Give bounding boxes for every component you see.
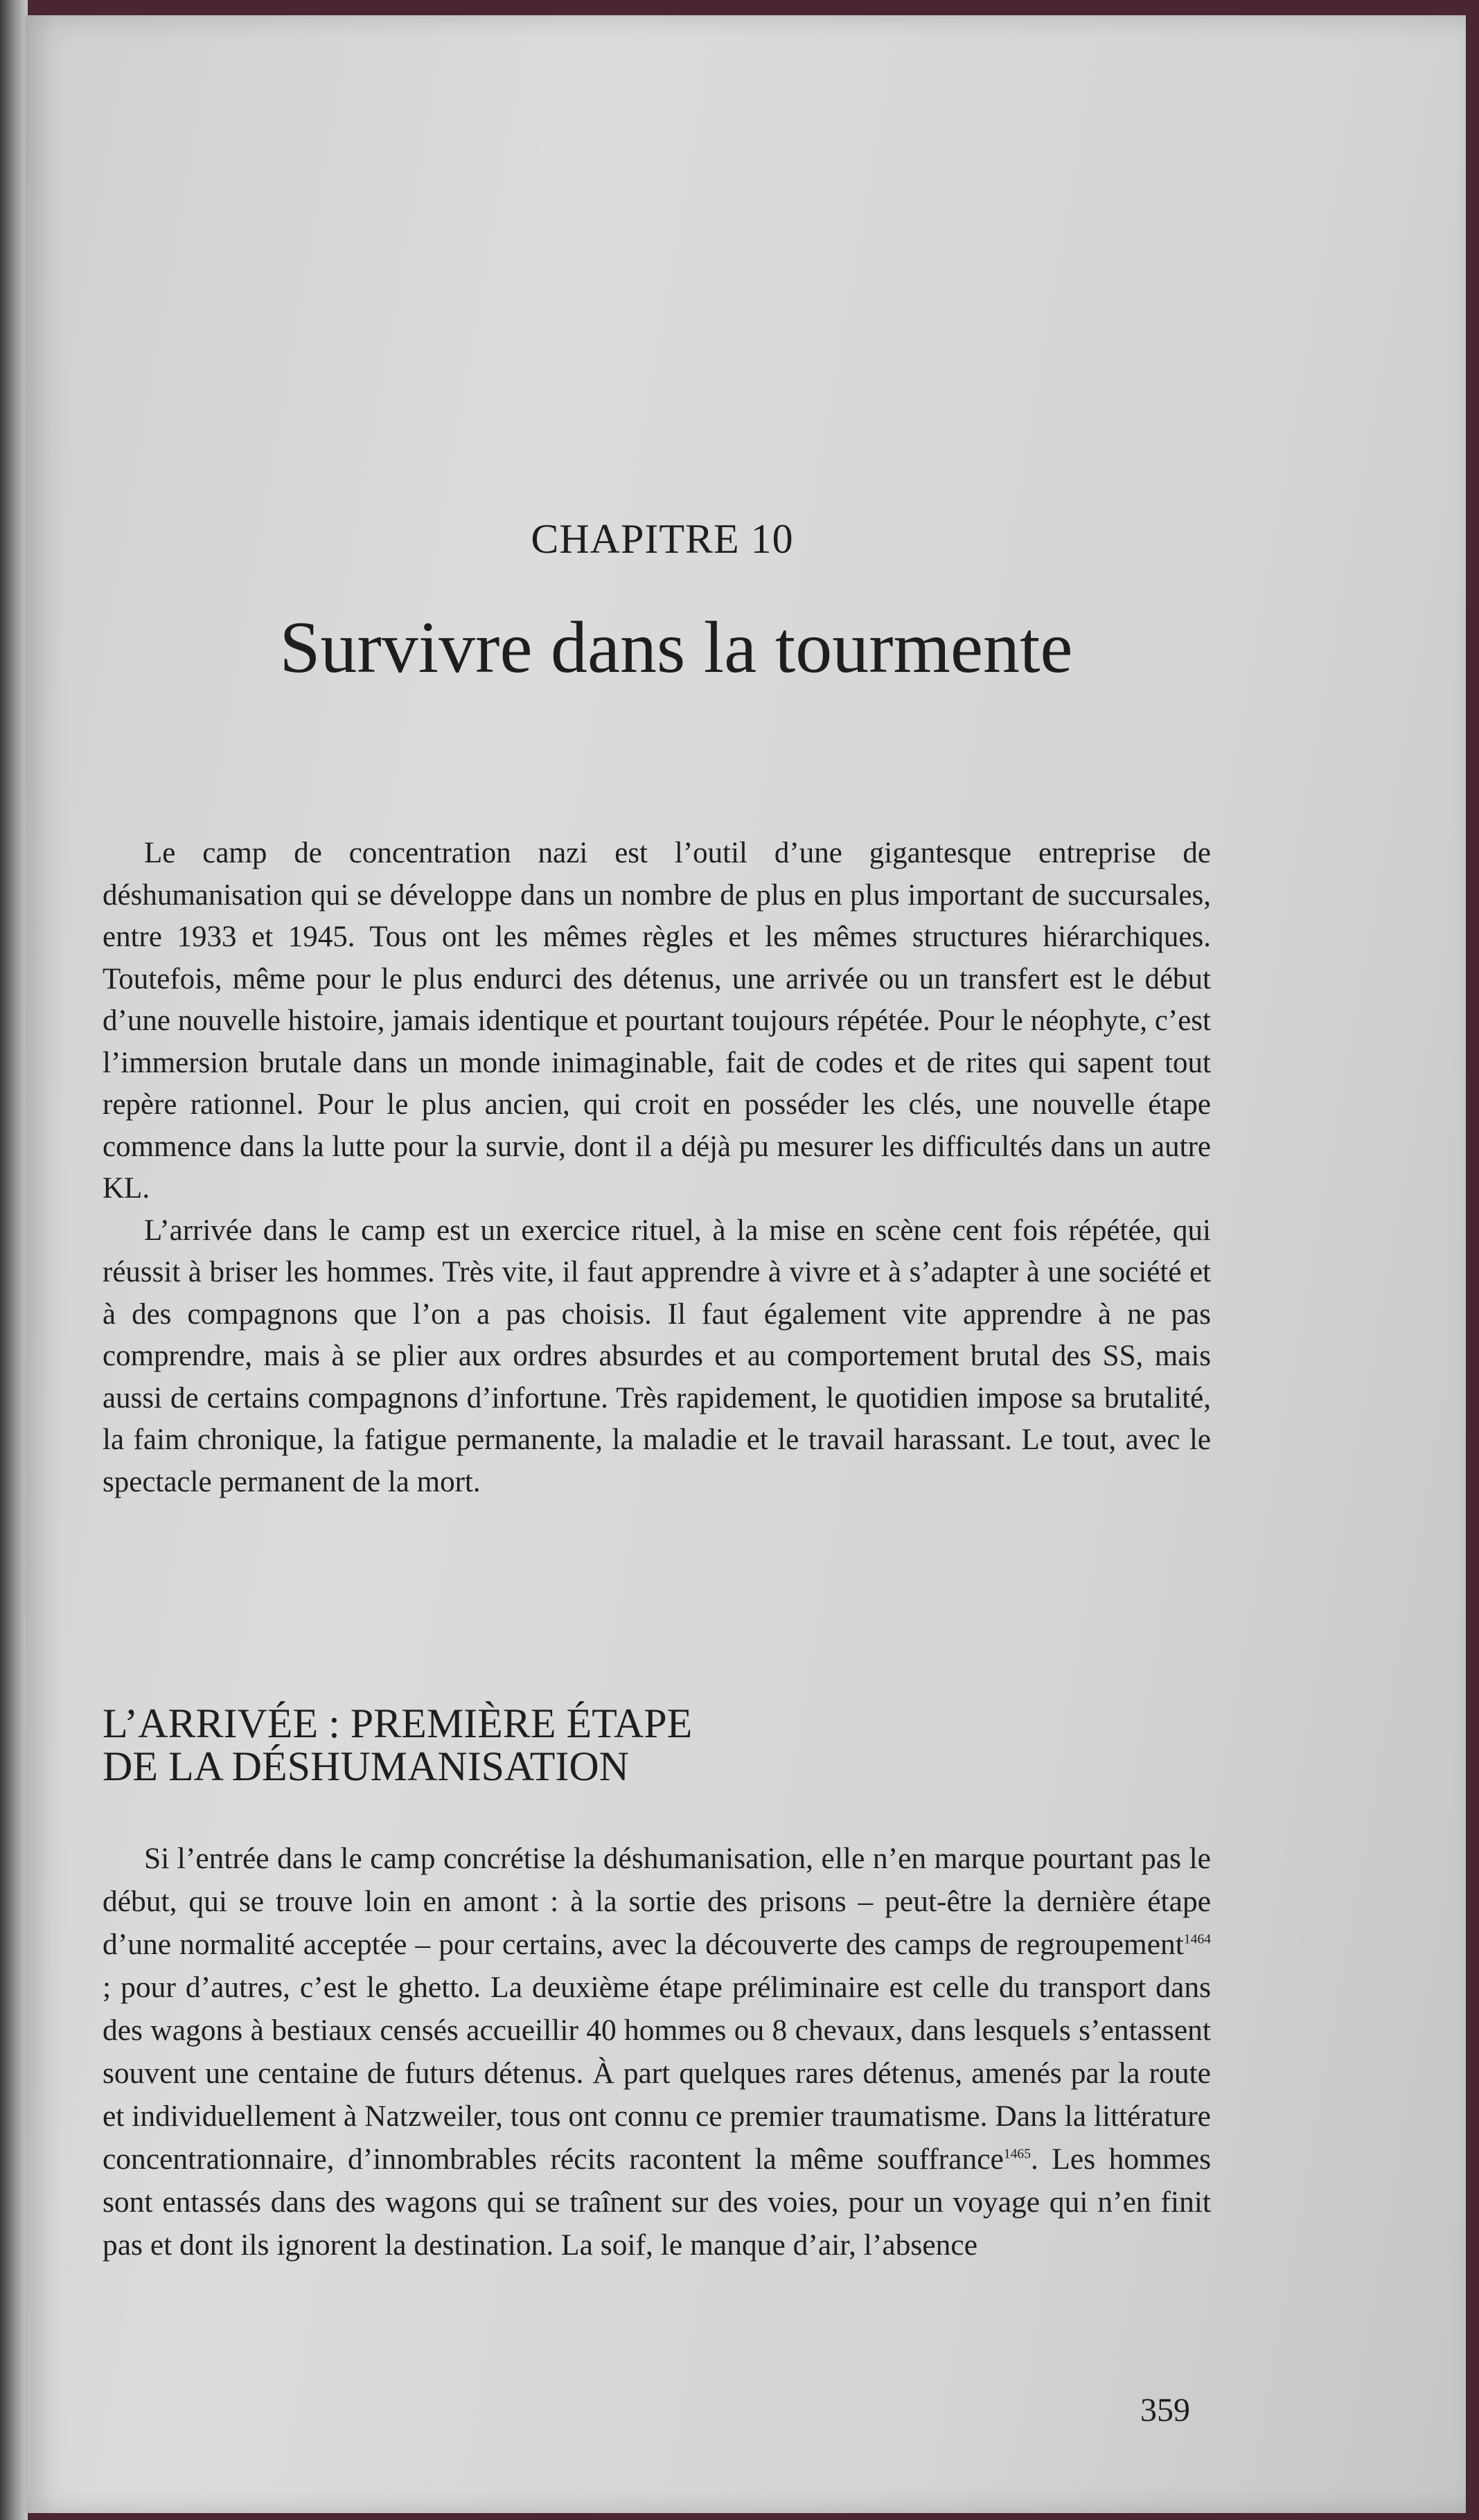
section-heading-line-1: L’ARRIVÉE : PREMIÈRE ÉTAPE xyxy=(103,1701,693,1746)
chapter-title: Survivre dans la tourmente xyxy=(279,607,1073,688)
section-heading-line-2: DE LA DÉSHUMANISATION xyxy=(103,1743,629,1789)
section-text xyxy=(103,1837,1211,2266)
paragraph-1: Le camp de concentration nazi est l’outil d’une gigantesque entreprise de déshumanisation qui se développe dans un nombre de plus en plus important de succursales, entre 1933 et 1945. Tous ont les mêmes règles et les mêmes structures hiérarchiques. Toutefois, même pour le plus endurci des détenus, une arrivée ou un transfert est le début d’une nouvelle histoire, jamais identique et pourtant toujours répétée. Pour le néophyte, c’est l’immersion brutale dans un monde inimaginable, fait de codes et de rites qui sapent tout repère rationnel. Pour le plus ancien, qui croit en posséder les clés, une nouvelle étape commence dans la lutte pour la survie, dont il a déjà pu mesurer les difficultés dans un autre KL. xyxy=(103,837,1211,1205)
paragraph-3-part-2: ; pour d’autres, c’est le ghetto. La deuxième étape préliminaire est celle du transport dans des wagons à bestiaux censés accueillir 40 hommes ou 8 chevaux, dans lesquels s’entassent souvent une centaine de futurs détenus. À part quelques rares détenus, amenés par la route et individuellement à Natzweiler, tous ont connu ce premier traumatisme. Dans la littérature concentrationnaire, d’innombrables récits racontent la même souffrance xyxy=(103,1971,1211,2176)
paragraph-2: L’arrivée dans le camp est un exercice rituel, à la mise en scène cent fois répétée, qui réussit à briser les hommes. Très vite, il faut apprendre à vivre et à s’adapter à une société et à des compagnons que l’on a pas choisis. Il faut également vite apprendre à ne pas comprendre, mais à se plier aux ordres absurdes et au comportement brutal des SS, mais aussi de certains compagnons d’infortune. Très rapidement, le quotidien impose sa brutalité, la faim chronique, la fatigue permanente, la maladie et le travail harassant. Le tout, avec le spectacle permanent de la mort. xyxy=(103,1214,1211,1498)
footnote-ref-1464: 1464 xyxy=(1183,1932,1211,1947)
book-page xyxy=(25,15,1466,2513)
intro-text xyxy=(103,833,1211,1503)
page-number: 359 xyxy=(1140,2392,1190,2429)
paragraph-3 xyxy=(103,1837,1211,2266)
chapter-label: CHAPITRE 10 xyxy=(531,516,794,562)
paragraph-3-part-1: Si l’entrée dans le camp concrétise la déshumanisation, elle n’en marque pourtant pas le début, qui se trouve loin en amont : à la sortie des prisons – peut-être la dernière étape d’une normalité acceptée – pour certains, avec la découverte des camps de regroupement xyxy=(103,1842,1211,1961)
paragraph-3-part-3: . Les hommes sont entassés dans des wagons qui se traînent sur des voies, pour un voyage qui n’en finit pas et dont ils ignorent la destination. La soif, le manque d’air, l’absence xyxy=(103,2142,1211,2262)
footnote-ref-1465: 1465 xyxy=(1003,2147,1031,2162)
section-heading xyxy=(103,1702,865,1788)
adjacent-page-edge xyxy=(0,0,28,2520)
